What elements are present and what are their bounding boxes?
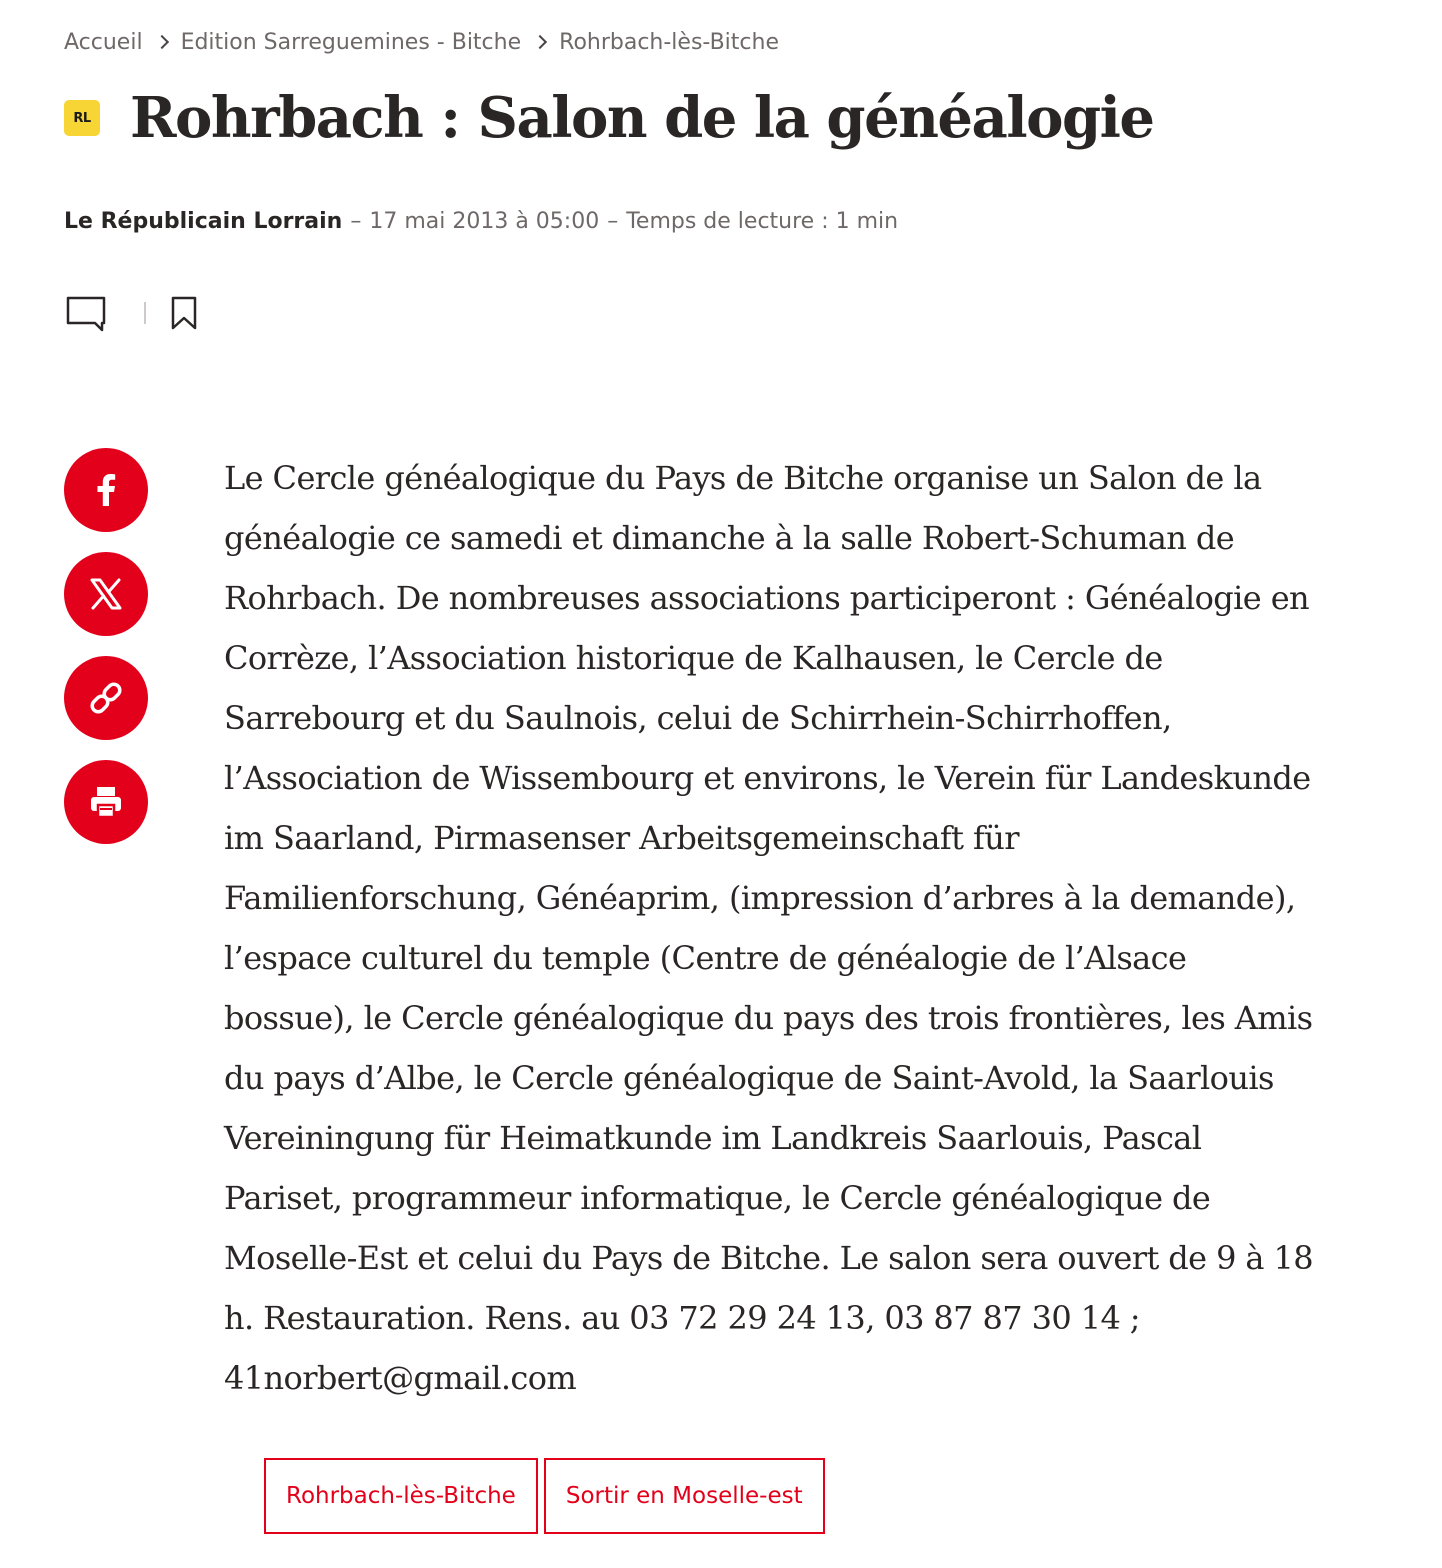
comment-button[interactable] [64,293,108,333]
facebook-icon [86,470,126,510]
x-icon [88,576,124,612]
share-facebook-button[interactable] [64,448,148,532]
article-date: 17 mai 2013 à 05:00 [369,208,600,234]
article-meta [64,204,898,238]
link-icon [86,678,126,718]
actions-divider [144,302,146,324]
print-icon [86,782,126,822]
share-bar [64,448,148,864]
meta-separator: – [607,208,619,234]
article-body: Le Cercle généalogique du Pays de Bitche organise un Salon de la généalogie ce samedi et dimanche à la salle Robert-Schuman de Rohrbach. De nombreuses associations participeront : Généalogie en Corrèze, l’Association historique de Kalhausen, le Cercle de Sarrebourg et du Saulnois, celui de Schirrhein-Schirrhoffen, l’Association de Wissembourg et environs, le Verein für Landeskunde im Saarland, Pirmasenser Arbeitsgemeinschaft für Familienforschung, Généaprim, (impression d’arbres à la demande), l’espace culturel du temple (Centre de généalogie de l’Alsace bossue), le Cercle généalogique du pays des trois frontières, les Amis du pays d’Albe, le Cercle généalogique de Saint-Avold, la Saarlouis Vereiningung für Heimatkunde im Landkreis Saarlouis, Pascal Pariset, programmeur informatique, le Cercle généalogique de Moselle-Est et celui du Pays de Bitche. Le salon sera ouvert de 9 à 18 h. Restauration. Rens. au 03 72 29 24 13, 03 87 87 30 14 ; 41norbert@gmail.com [224,459,1313,1397]
tag-rohrbach[interactable]: Rohrbach-lès-Bitche [264,1458,538,1534]
meta-separator: – [350,208,362,234]
tag-list [264,1458,831,1534]
publisher-logo-icon: RL [64,100,100,136]
breadcrumb-item-edition[interactable]: Edition Sarreguemines - Bitche [180,29,522,55]
page-title: Rohrbach : Salon de la généalogie [130,85,1154,151]
breadcrumb-item-accueil[interactable]: Accueil [64,29,143,55]
bookmark-button[interactable] [170,295,198,331]
chevron-right-icon [527,32,553,52]
title-row [64,78,1154,158]
bookmark-icon [170,295,198,331]
breadcrumb [64,26,779,58]
comment-icon [64,293,108,333]
tag-sortir-moselle-est[interactable]: Sortir en Moselle-est [544,1458,825,1534]
article-reading-time: Temps de lecture : 1 min [626,208,899,234]
article-source: Le Républicain Lorrain [64,208,343,234]
chevron-right-icon [149,32,175,52]
article-actions [64,290,198,336]
print-button[interactable] [64,760,148,844]
copy-link-button[interactable] [64,656,148,740]
share-x-button[interactable] [64,552,148,636]
breadcrumb-item-locality[interactable]: Rohrbach-lès-Bitche [559,29,779,55]
